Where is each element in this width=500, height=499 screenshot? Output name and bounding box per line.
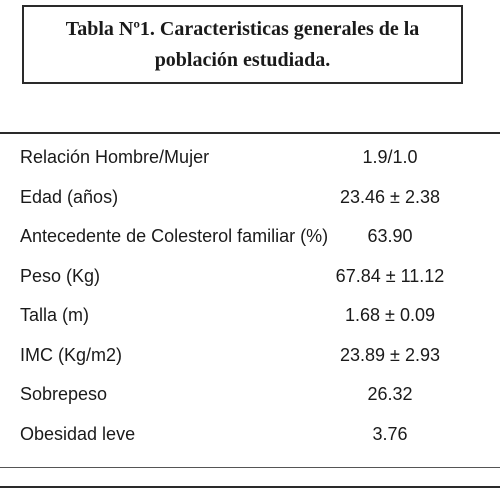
table-bottom-rule <box>0 467 500 468</box>
row-value: 23.89 ± 2.93 <box>340 344 440 365</box>
table-top-rule <box>0 132 500 134</box>
table-row <box>0 217 500 257</box>
row-label: Edad (años) <box>20 186 119 207</box>
table-row <box>0 415 500 455</box>
row-label: Relación Hombre/Mujer <box>20 147 210 168</box>
footer-rule <box>0 486 500 488</box>
row-label: IMC (Kg/m2) <box>20 344 123 365</box>
table-row <box>0 336 500 376</box>
table-row <box>0 178 500 218</box>
row-value: 67.84 ± 11.12 <box>335 265 445 286</box>
row-value: 26.32 <box>367 384 413 405</box>
row-value: 63.90 <box>367 226 413 247</box>
row-label: Sobrepeso <box>20 384 108 405</box>
row-value: 3.76 <box>372 423 408 444</box>
row-value: 1.68 ± 0.09 <box>345 305 435 326</box>
table-title: Tabla Nº1. Caracteristicas generales de la población estudiada. <box>65 17 420 71</box>
row-label: Antecedente de Colesterol familiar (%) <box>20 226 329 247</box>
row-value: 1.9/1.0 <box>362 147 418 168</box>
table-title-box <box>22 5 463 84</box>
table-row <box>0 296 500 336</box>
table-row <box>0 138 500 178</box>
table-row <box>0 257 500 297</box>
row-label: Talla (m) <box>20 305 90 326</box>
row-label: Peso (Kg) <box>20 265 101 286</box>
table-row <box>0 375 500 415</box>
row-value: 23.46 ± 2.38 <box>340 186 440 207</box>
characteristics-table <box>0 138 500 454</box>
row-label: Obesidad leve <box>20 423 136 444</box>
